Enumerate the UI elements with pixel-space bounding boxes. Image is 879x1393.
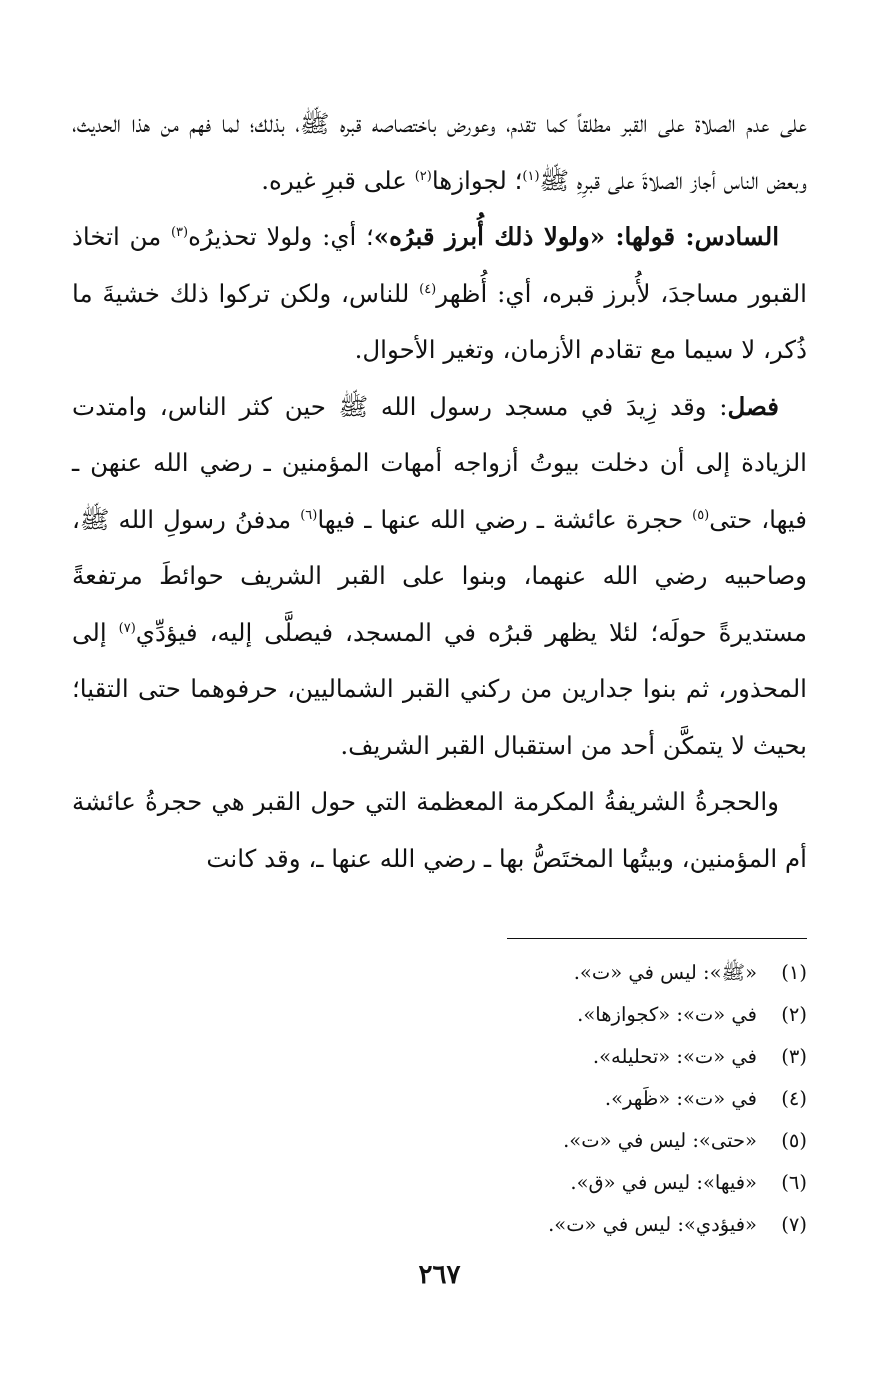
- footnote-text: «ﷺ»: ليس في «ت».: [573, 961, 757, 984]
- footnote-number: (٦): [781, 1171, 807, 1194]
- footnote-number: (٧): [781, 1213, 807, 1236]
- footnote-number: (٥): [781, 1129, 807, 1152]
- paragraph-3: فصل: وقد زِيدَ في مسجد رسول الله ﷺ حين كثر الناس، وامتدت الزيادة إلى أن دخلت بيوتُ أزواجه أمهات المؤمنين ـ رضي الله عنهن ـ فيها، حتى$^{(٥)}$ حجرة عائشة ـ رضي الله عنها ـ فيها$^{(٦)}$ مدفنُ رسولِ الله ﷺ، وصاحبيه رضي الله عنهما، وبنوا على القبر الشريف حوائطَ مرتفعةً مستديرةً حولَه؛ لئلا يظهر قبرُه في المسجد، فيصلَّى إليه، فيؤدِّي$^{(٧)}$ إلى المحذور، ثم بنوا جدارين من ركني القبر الشماليين، حرفوهما حتى التقيا؛ بحيث لا يتمكَّن أحد من استقبال القبر الشريف.: [72, 391, 807, 760]
- page-number: ٢٦٧: [418, 1260, 461, 1290]
- footnote-number: (٤): [781, 1087, 807, 1110]
- footnote-text: في «ت»: «ظَهر».: [604, 1087, 757, 1110]
- footnote-item: [287, 994, 807, 1036]
- footnote-ref-6: (٦): [300, 507, 318, 523]
- footnote-text: «فيؤدي»: ليس في «ت».: [548, 1213, 757, 1236]
- section-label-fasl: فصل: [727, 391, 779, 421]
- footnotes-list: [287, 952, 807, 1246]
- footnote-ref-4: (٤): [419, 281, 437, 297]
- footnote-separator: [507, 938, 807, 939]
- paragraph-4: والحجرةُ الشريفةُ المكرمة المعظمة التي حول القبر هي حجرةُ عائشة أم المؤمنين، وبيتُها المختَصُّ بها ـ رضي الله عنها ـ، وقد كانت: [72, 787, 807, 873]
- footnote-number: (٣): [781, 1045, 807, 1068]
- footnote-text: «فيها»: ليس في «ق».: [570, 1171, 757, 1194]
- footnote-text: في «ت»: «كجوازها».: [577, 1003, 757, 1026]
- footnote-number: (١): [781, 961, 807, 984]
- footnote-number: (٢): [781, 1003, 807, 1026]
- paragraph-1: على عدم الصلاة على القبر مطلقاً كما تقدم، وعورض باختصاصه قبره ﷺ، بذلك؛ لما فهم من هذا الحديث، وبعض الناس أجاز الصلاةَ على قبرِهِ ﷺ$^{(١)}$؛ لجوازها$^{(٢)}$ على قبرِ غيره.: [72, 109, 807, 195]
- footnote-item: [287, 1204, 807, 1246]
- footnote-ref-5: (٥): [692, 507, 710, 523]
- footnote-item: [287, 1078, 807, 1120]
- footnote-ref-3: (٣): [170, 224, 189, 240]
- footnote-ref-2: (٢): [414, 168, 432, 184]
- footnote-text: في «ت»: «تحليله».: [592, 1045, 757, 1068]
- footnote-ref-1: (١): [522, 168, 540, 184]
- main-text: [72, 96, 807, 887]
- paragraph-2-heading: السادس: قولها: «ولولا ذلك أُبرز قبرُه»: [373, 222, 780, 251]
- footnote-item: [287, 1036, 807, 1078]
- footnote-ref-7: (٧): [118, 620, 136, 636]
- footnote-text: «حتى»: ليس في «ت».: [563, 1129, 757, 1152]
- footnote-item: [287, 952, 807, 994]
- footnote-item: [287, 1162, 807, 1204]
- footnote-item: [287, 1120, 807, 1162]
- paragraph-2: السادس: قولها: «ولولا ذلك أُبرز قبرُه»؛ أي: ولولا تحذيرُه$^{(٣)}$ من اتخاذ القبور مساجدَ، لأُبرز قبره، أي: أُظهر$^{(٤)}$ للناس، ولكن تركوا ذلك خشيةَ ما ذُكر، لا سيما مع تقادم الأزمان، وتغير الأحوال.: [72, 222, 807, 364]
